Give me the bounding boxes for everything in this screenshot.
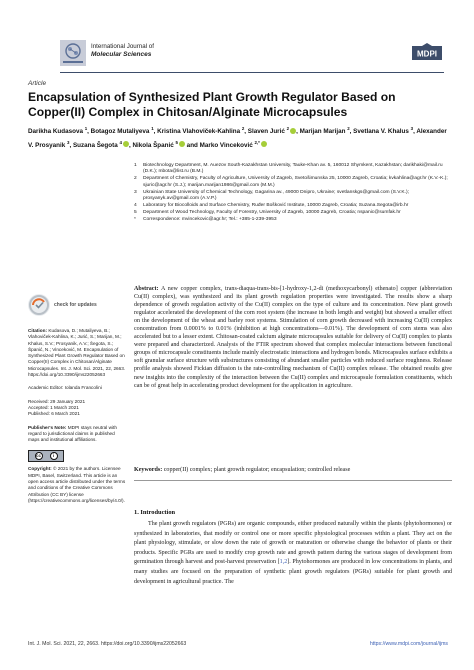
abstract <box>134 285 452 390</box>
academic-editor: Academic Editor: Iolanda Francolini <box>28 385 102 391</box>
author-affiliation-marker: 2 <box>347 126 350 131</box>
cc-license-badge[interactable] <box>28 450 126 462</box>
publisher-note-label: Publisher's Note: <box>28 424 67 430</box>
author-name[interactable]: Botagoz Mutaliyeva $^1$ <box>90 126 154 136</box>
author-affiliation-marker: 3 <box>410 126 414 131</box>
author-affiliation-marker: 2 <box>286 126 290 131</box>
author-name[interactable]: Svetlana V. Khalus $^3$ <box>353 126 414 136</box>
intro-text-a: The plant growth regulators (PGRs) are organic compounds, either produced naturally within the plants (phytohormones) or synthesized in laboratories, that modify or control one or more specific physiological processes within a plant. They act on the plant physiology, stimulate, or slow down the rate of growth or maturation or otherwise change the behavior of plants or their products. Specific PGRs are used to modify crop growth rate and growth pattern during the various stages of development from germination through harvest and post-harvest preservation [ <box>134 521 452 566</box>
affiliation-number: * <box>134 217 136 223</box>
author-affiliation-marker: 2,* <box>254 139 260 145</box>
affiliation-number: 2 <box>134 176 137 182</box>
author-name[interactable]: Suzana Šegota $^4$ <box>73 142 129 149</box>
author-affiliation-marker: 2 <box>241 126 245 131</box>
affiliation-item <box>134 190 449 203</box>
affiliation-text: Biotechnology Department, M. Auezov South-Kazakhstan University, Tauke-Khan av. 5, 160012 Shymkent, Kazakhstan; darikhaki@mail.ru (D.K.); mbota@list.ru (B.M.) <box>143 163 443 175</box>
author-list: Darikha Kudasova $^1$, Botagoz Mutaliyeva $^1$, Kristina Vlahoviček-Kahlina $^2$, Slaven Jurić $^2$ , Marijan Marijan $^2$, Svetlana V. Khalus $^3$, Alexander V. Prosyanik $^3$, Suzana Šegota $^4$ , Nikola Španić $^5$ and Marko Vinceković $^{2,*}$ <box>28 126 447 149</box>
citation-text: Kudasova, D.; Mutaliyeva, B.; Vlahoviček-Kahlina, K.; Jurić, S.; Marijan, M.; Khalus, S.V.; Prosyanik, A.V.; Šegota, S.; Španić, N.; Vinceković, M. Encapsulation of Synthesized Plant Growth Regulator Based on Copper(II) Complex in Chitosan/Alginate Microcapsules. Int. J. Mol. Sci. 2021, 22, 2663. https://doi.org/10.3390/ijms22052663 <box>28 328 126 378</box>
mdpi-logo <box>410 42 444 64</box>
citation-label: Citation: <box>28 328 48 333</box>
intro-text-b: ]. Phytohormones are produced in low concentrations in plants, and many studies are focused on the preparation of synthetic plant growth regulators (PGRs) suitable for plant growth and development in agricultural practice. The <box>134 559 452 585</box>
article-title: Encapsulation of Synthesized Plant Growth Regulator Based on Copper(II) Complex in Chitosan/Alginate Microcapsules <box>28 90 396 119</box>
author-affiliation-marker: 1 <box>151 126 154 131</box>
affiliation-text: Correspondence: mvincekovic@agr.hr; Tel.: +385-1-239-3953 <box>143 217 277 223</box>
journal-title <box>91 43 154 59</box>
journal-url-link[interactable]: https://www.mdpi.com/journal/ijms <box>369 641 448 647</box>
orcid-icon[interactable] <box>290 128 296 134</box>
affiliation-item <box>134 217 449 223</box>
received-date: Received: 29 January 2021 <box>28 398 86 404</box>
affiliation-text: Department of Chemistry, Faculty of Agriculture, University of Zagreb, Svetošimunska 25, 10000 Zagreb, Croatia; kvkahlina@agr.hr (K.V.-K.); sjuric@agr.hr (S.J.); marijan.marijan1986@gmail.com (M.M.) <box>143 176 448 188</box>
affiliation-item <box>134 176 449 189</box>
author-affiliation-marker: 3 <box>66 139 70 145</box>
publisher-note <box>28 425 126 444</box>
affiliation-text: Department of Wood Technology, Faculty of Forestry, University of Zagreb, 10000 Zagreb, Croatia; nspanic@sumfak.hr <box>143 210 401 216</box>
author-name[interactable]: Marko Vinceković $^{2,*}$ <box>200 142 267 149</box>
section-heading-introduction: 1. Introduction <box>134 509 176 516</box>
footer-citation: Int. J. Mol. Sci. 2021, 22, 2663. https://doi.org/10.3390/ijms22052663 <box>28 641 187 647</box>
mdpi-logo-text: MDPI <box>417 49 437 59</box>
orcid-icon[interactable] <box>179 141 185 147</box>
affiliation-item <box>134 210 449 216</box>
abstract-label: Abstract: <box>134 286 159 292</box>
copyright-text: © 2021 by the authors. Licensee MDPI, Basel, Switzerland. This article is an open access article distributed under the terms and conditions of the Creative Commons Attribution (CC BY) license (https://creativecommons.org/licenses/by/4.0/). <box>28 466 126 503</box>
affiliation-number: 5 <box>134 210 137 216</box>
published-date: Published: 6 March 2021 <box>28 411 80 417</box>
header-divider <box>60 72 444 73</box>
keywords <box>134 466 452 474</box>
abstract-text: A new copper complex, trans-diaqua-trans-bis-[1-hydroxy-1,2-di (methoxycarbonyl) ethenato] copper (abbreviation Cu(II) complex), was synthesized and its plant growth regulation properties were investigated. The results show a sharp dependence of growth regulation activity of the Cu(II) complex on the type of culture and its concentration. New plant growth regulator accelerated the development of the corn root system (the increase in both length and weight) but showed a smaller effect on the development of the wheat and barley root systems. Stimulation of corn growth decreased with increasing Cu(II) complex concentration from 0.0001% to 0.01% (inhibition at high concentrations—0.01%). The development of corn stems was also accelerated but to a lesser extent. Chitosan-coated calcium alginate microcapsules suitable for delivery of Cu(II) complex to plants were prepared and characterized. Analysis of the FTIR spectrum showed that complex molecular interactions between functional groups of microcapsule constituents include mainly electrostatic interactions and hydrogen bonds. Microcapsules surface exhibits a soft granular surface structure with substructures consisting of abundant smaller particles with reduced surface roughness. Release profile analysis showed Fickian diffusion is the rate-controlling mechanism of Cu(II) complex release. The obtained results give new insights into the complexity of the interaction between the Cu(II) complex and microcapsule formulation constituents, which can be of great help in accelerating product development for the application in agriculture. <box>134 286 452 389</box>
affiliation-text: Ukrainian State University of Chemical Technology, Gagarina av., 49000 Dnipro, Ukraine; svetlanskgs@gmail.com (S.V.K.); prosyanyk.av@gmail.com (A.V.P.) <box>143 189 410 202</box>
author-affiliation-marker: 1 <box>84 126 88 131</box>
keywords-text: copper(II) complex; plant growth regulator; encapsulation; controlled release <box>163 467 351 473</box>
introduction-paragraph <box>134 520 452 587</box>
check-updates-label: check for updates <box>54 302 97 308</box>
copyright-block <box>28 466 126 504</box>
author-name[interactable]: Slaven Jurić $^2$ <box>248 128 296 135</box>
article-sidebar <box>28 294 126 511</box>
affiliation-number: 3 <box>134 189 137 195</box>
reference-link[interactable]: 1,2 <box>279 559 288 566</box>
journal-cover-icon <box>60 40 86 66</box>
author-name[interactable]: Kristina Vlahoviček-Kahlina $^2$ <box>157 126 245 136</box>
check-updates-icon <box>28 294 50 316</box>
journal-prefix: International Journal of <box>91 43 154 50</box>
journal-header <box>60 38 444 68</box>
keywords-label: Keywords: <box>134 467 163 473</box>
author-affiliation-marker: 5 <box>175 139 178 145</box>
affiliation-item <box>134 163 449 176</box>
dates-block <box>28 399 126 418</box>
mdpi-icon <box>410 42 444 64</box>
author-affiliation-marker: 4 <box>119 139 122 145</box>
copyright-label: Copyright: <box>28 466 52 472</box>
journal-logo <box>60 40 86 66</box>
keywords-divider <box>134 480 452 481</box>
publisher-note-text: MDPI stays neutral with regard to jurisdictional claims in published maps and institutional affiliations. <box>28 424 117 443</box>
affiliation-item <box>134 203 449 209</box>
author-name[interactable]: Marijan Marijan $^2$ <box>299 126 350 136</box>
author-name[interactable]: Nikola Španić $^5$ <box>132 142 185 149</box>
affiliations <box>134 163 449 224</box>
article-type: Article <box>28 80 47 87</box>
orcid-icon[interactable] <box>261 141 267 147</box>
journal-name: Molecular Sciences <box>91 51 152 58</box>
orcid-icon[interactable] <box>123 141 129 147</box>
check-for-updates-button[interactable] <box>28 294 126 316</box>
affiliation-text: Laboratory for Biocolloids and Surface Chemistry, Ruđer Bošković Institute, 10000 Zagreb, Croatia; Suzana.Segota@irb.hr <box>143 203 409 209</box>
affiliation-number: 4 <box>134 203 137 209</box>
affiliation-number: 1 <box>134 163 137 168</box>
author-name[interactable]: Alexander V. Prosyanik $^3$ <box>28 128 447 149</box>
cc-by-icon: cc i <box>28 450 64 462</box>
citation-block <box>28 328 126 378</box>
accepted-date: Accepted: 1 March 2021 <box>28 404 79 410</box>
author-name[interactable]: Darikha Kudasova $^1$ <box>28 126 88 136</box>
